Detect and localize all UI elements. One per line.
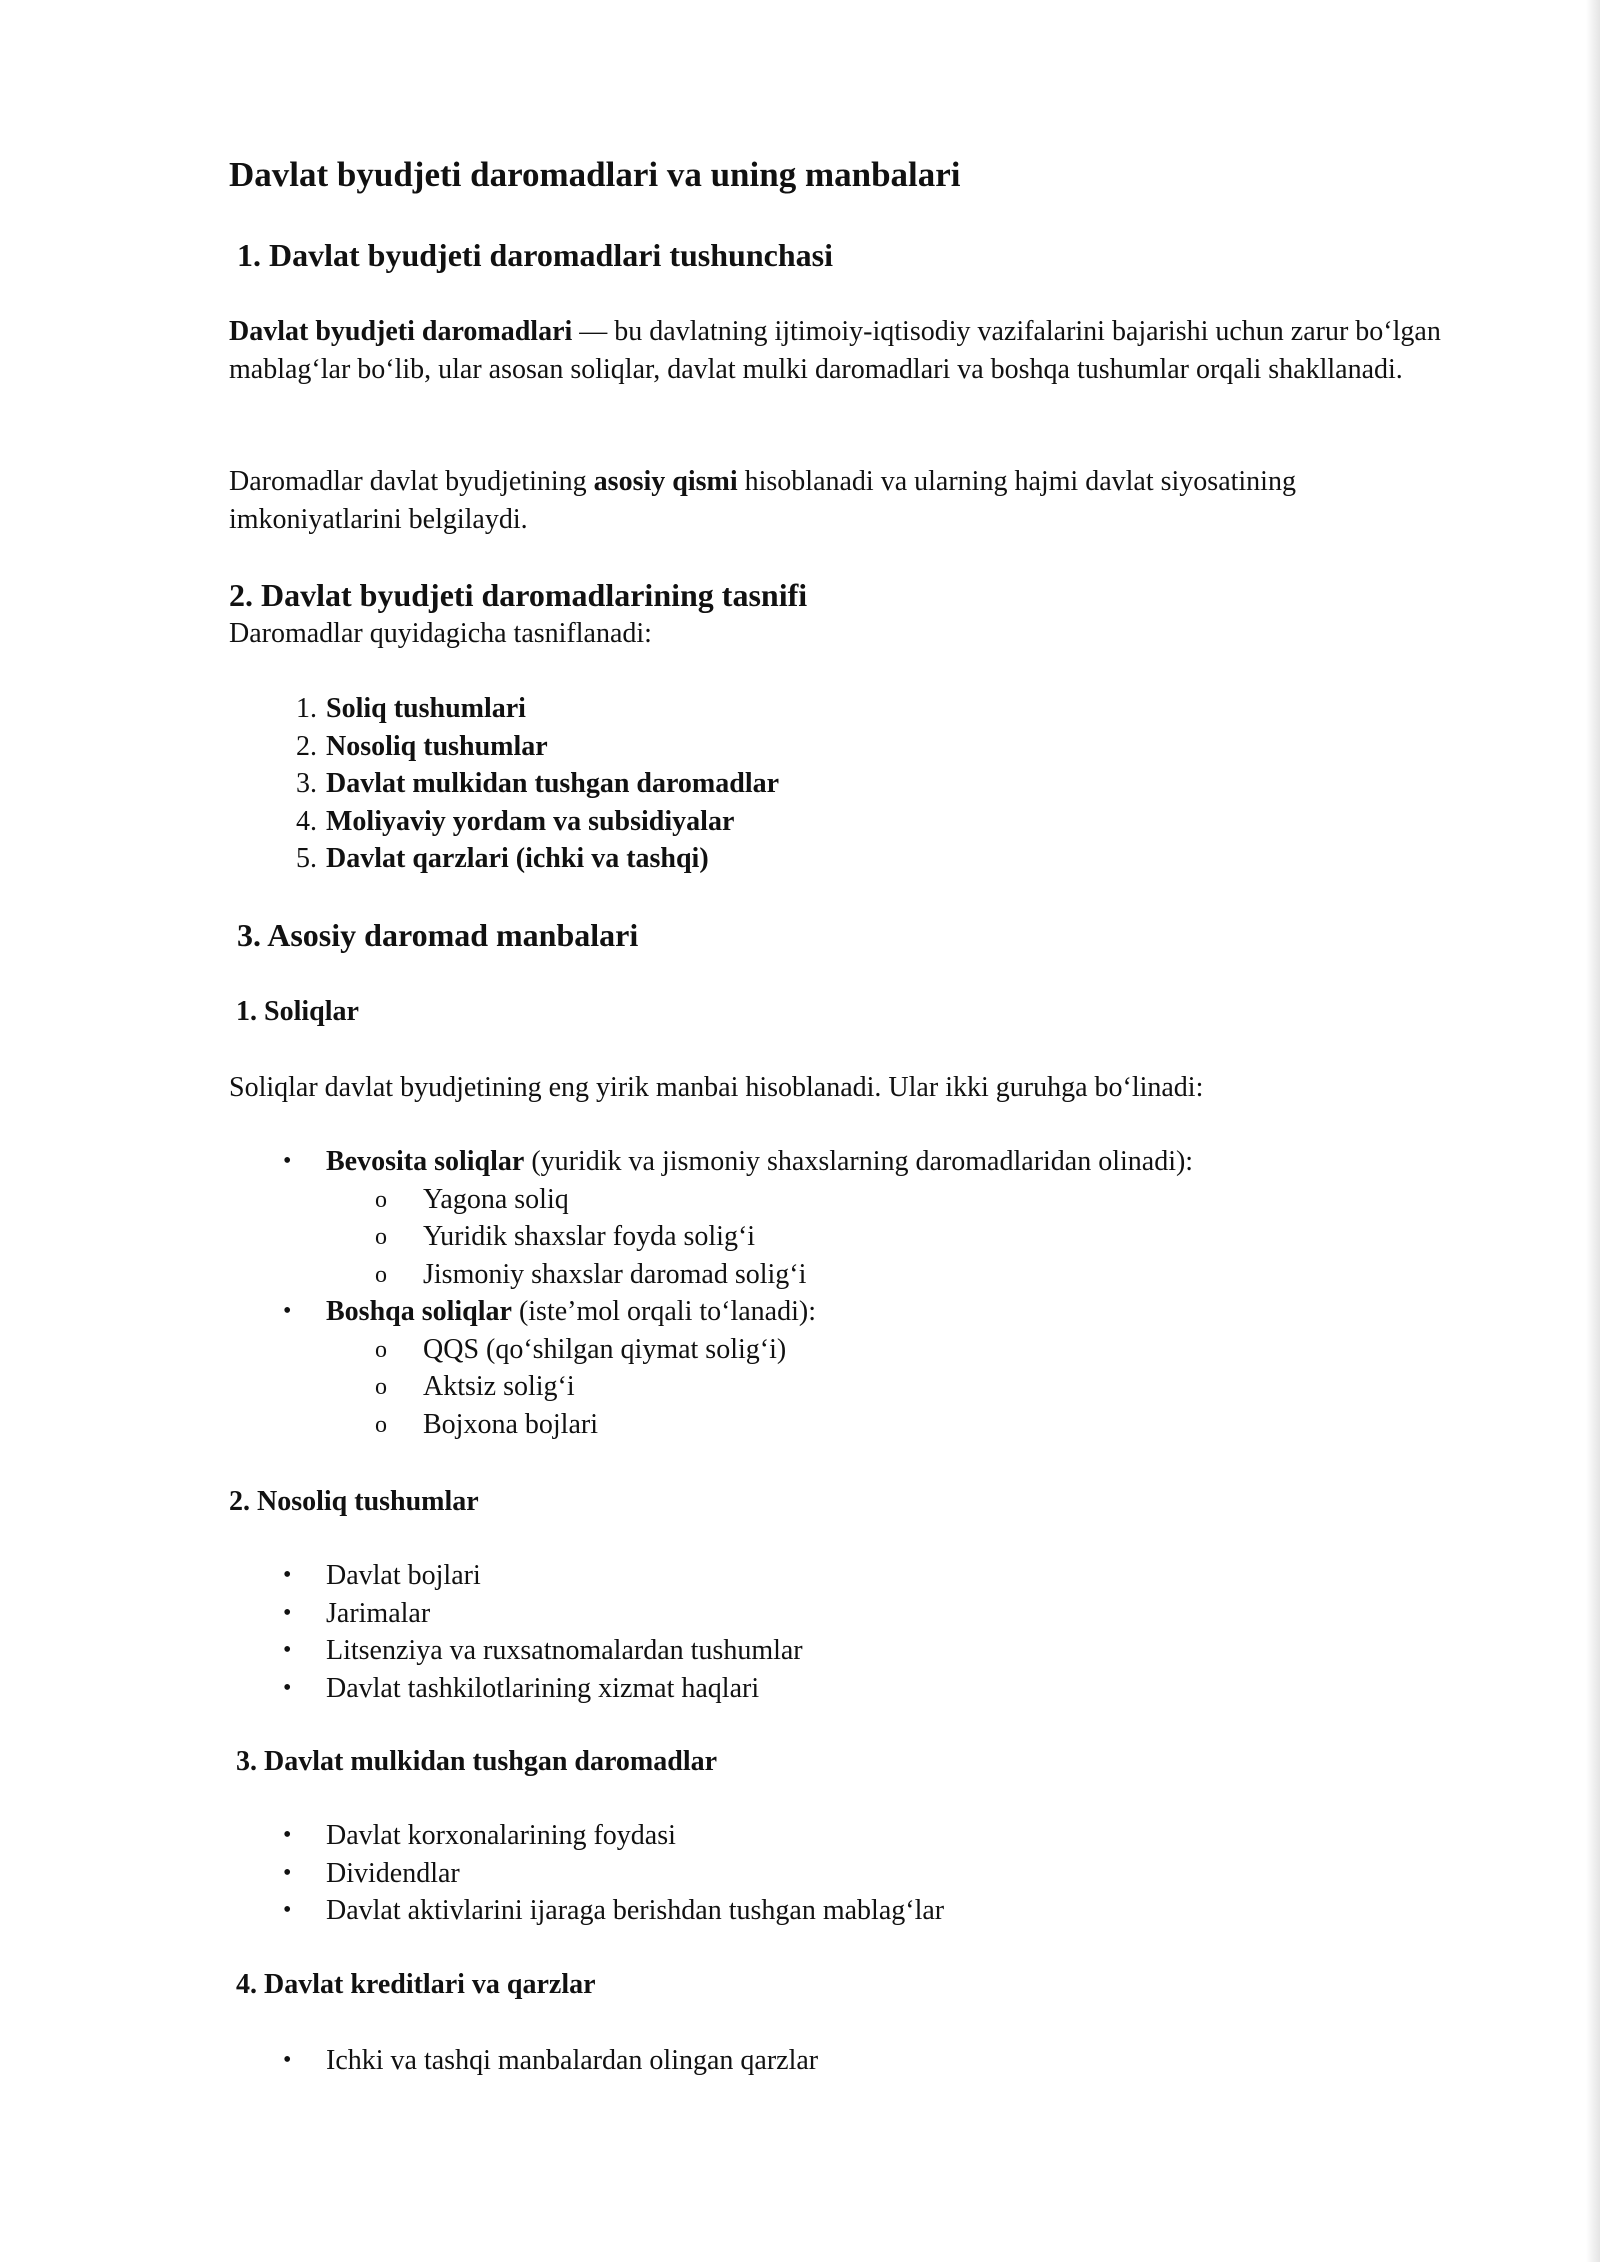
list-item: • Jarimalar [283,1597,431,1629]
nontax-list [229,1557,803,1707]
sub-list-item: o Jismoniy shaxslar daromad solig‘i [375,1258,807,1290]
section1-paragraph-2 [229,463,1469,538]
section3-heading: 3. Asosiy daromad manbalari [229,917,639,953]
section1-heading: 1. Davlat byudjeti daromadlari tushunchasi [229,237,833,273]
paragraph-text: hisoblanadi va ularning hajmi davlat siyosatining imkoniyatlarini belgilaydi. [229,466,1296,535]
subsection-nosoliq-heading: 2. Nosoliq tushumlar [229,1486,479,1517]
tax-groups-list [229,1143,1193,1443]
sub-list-item: o Yagona soliq [375,1183,569,1215]
list-item: 1. Soliq tushumlari [296,693,526,724]
state-property-list [229,1817,944,1930]
term-bold: Davlat byudjeti daromadlari [229,316,573,347]
emphasis-bold: asosiy qismi [593,466,738,497]
list-item: • Davlat aktivlarini ijaraga berishdan tushgan mablag‘lar [283,1895,945,1926]
list-item: • Davlat tashkilotlarining xizmat haqlari [283,1672,760,1704]
subsection-soliqlar-heading: 1. Soliqlar [229,996,359,1027]
list-item: • Dividendlar [283,1857,460,1889]
loans-list [229,2042,818,2080]
list-item: • Litsenziya va ruxsatnomalardan tushumlar [283,1635,803,1666]
list-item: • Davlat korxonalarining foydasi [283,1820,676,1851]
document-title: Davlat byudjeti daromadlari va uning manbalari [229,155,961,194]
list-item: • Davlat bojlari [283,1560,481,1591]
subsection-soliqlar-intro: Soliqlar davlat byudjetining eng yirik manbai hisoblanadi. Ular ikki guruhga bo‘linadi: [229,1072,1204,1103]
sub-list-item: o Yuridik shaxslar foyda solig‘i [375,1221,756,1252]
section2-intro: Daromadlar quyidagicha tasniflanadi: [229,618,652,649]
sub-list-item: o Bojxona bojlari [375,1408,598,1440]
sub-list-item: o Aktsiz solig‘i [375,1371,575,1402]
list-item: 4. Moliyaviy yordam va subsidiyalar [296,805,735,837]
sub-list-item: o QQS (qo‘shilgan qiymat solig‘i) [375,1333,787,1365]
list-item: 2. Nosoliq tushumlar [296,730,548,762]
list-item: 5. Davlat qarzlari (ichki va tashqi) [296,843,709,874]
list-item: • Bevosita soliqlar (yuridik va jismoniy shaxslarning daromadlaridan olinadi): [283,1146,1194,1177]
list-item: • Ichki va tashqi manbalardan olingan qarzlar [283,2045,819,2076]
list-item: • Boshqa soliqlar (iste’mol orqali to‘lanadi): [283,1296,816,1327]
classification-list [229,690,779,878]
subsection-davlat-mulki-heading: 3. Davlat mulkidan tushgan daromadlar [229,1746,718,1777]
section2-heading: 2. Davlat byudjeti daromadlarining tasnifi [229,577,808,613]
subsection-kreditlar-heading: 4. Davlat kreditlari va qarzlar [229,1969,596,2000]
paragraph-text: Daromadlar davlat byudjetining [229,466,594,497]
section1-paragraph-1 [229,313,1469,388]
paragraph-text: — bu davlatning ijtimoiy-iqtisodiy vazifalarini bajarishi uchun zarur bo‘lgan mablag‘lar bo‘lib, ular asosan soliqlar, davlat mulki daromadlari va boshqa tushumlar orqali shakllanadi. [229,316,1441,385]
list-item: 3. Davlat mulkidan tushgan daromadlar [296,768,780,799]
